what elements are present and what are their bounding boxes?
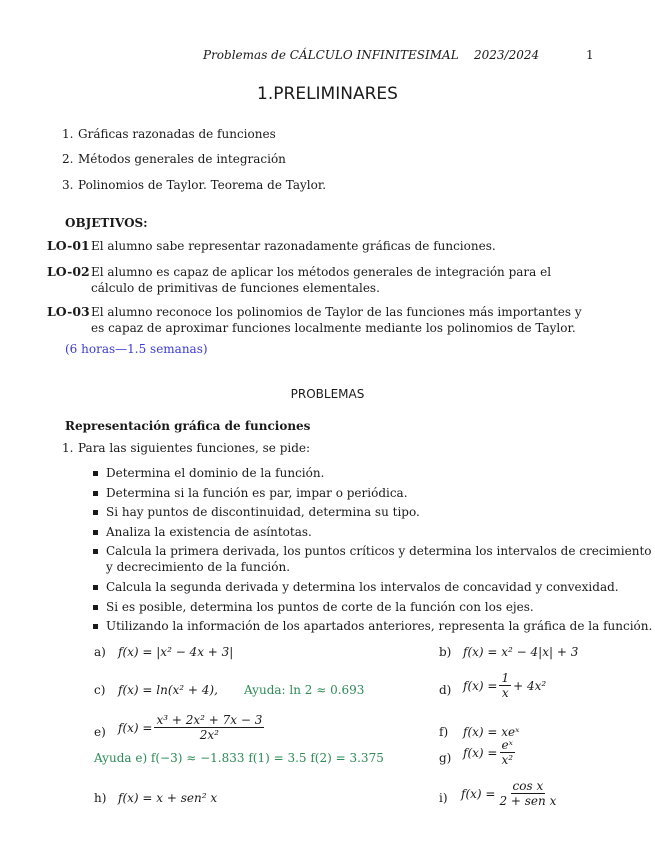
bullet-2: Determina si la función es par, impar o periódica.	[106, 486, 408, 500]
item-i-denominator: 2 + sen x	[499, 794, 557, 808]
item-e-numerator: x³ + 2x² + 7x − 3	[156, 713, 263, 727]
item-d-denominator: x	[501, 686, 509, 700]
item-e-expression	[118, 713, 266, 742]
contents-item-3: Polinomios de Taylor. Teorema de Taylor.	[78, 178, 327, 192]
lo-code-2: LO-02	[47, 264, 90, 279]
item-d-expression	[463, 671, 546, 700]
bullet-marker	[93, 585, 98, 590]
lo-text-1: El alumno sabe representar razonadamente gráficas de funciones.	[91, 239, 496, 253]
item-g-fraction	[499, 738, 515, 767]
page-number: 1	[586, 48, 594, 62]
section-title: Representación gráfica de funciones	[65, 419, 311, 433]
item-e-lhs: f(x) =	[118, 720, 153, 735]
item-e-hint: Ayuda e) f(−3) ≈ −1.833 f(1) = 3.5 f(2) = 3.375	[94, 751, 384, 765]
item-g-label: g)	[439, 751, 452, 765]
item-c-hint: Ayuda: ln 2 ≈ 0.693	[244, 683, 365, 697]
bullet-4: Analiza la existencia de asíntotas.	[106, 525, 312, 539]
header-course: Problemas de CÁLCULO INFINITESIMAL	[203, 48, 459, 62]
bullet-marker	[93, 530, 98, 535]
item-d-rhs: + 4x²	[513, 678, 547, 693]
chapter-title: 1.PRELIMINARES	[257, 84, 398, 104]
item-a-expression: f(x) = |x² − 4x + 3|	[118, 645, 234, 659]
bullet-5-continued: y decrecimiento de la función.	[106, 560, 291, 574]
contents-num-2: 2.	[62, 152, 74, 166]
bullet-marker	[93, 510, 98, 515]
duration-note: (6 horas—1.5 semanas)	[65, 342, 208, 356]
item-b-expression: f(x) = x² − 4|x| + 3	[463, 645, 579, 659]
problem-1-number: 1.	[62, 441, 74, 455]
item-g-numerator: eˣ	[501, 738, 513, 752]
lo-text-2: El alumno es capaz de aplicar los métodos generales de integración para el cálculo de primitivas de funciones elementales.	[91, 265, 552, 295]
item-b-label: b)	[439, 645, 452, 659]
item-i-fraction	[497, 779, 558, 808]
item-i-label: i)	[439, 791, 448, 805]
item-g-lhs: f(x) =	[463, 745, 498, 760]
item-i-numerator: cos x	[512, 779, 544, 793]
header-year: 2023/2024	[474, 48, 540, 62]
contents-num-1: 1.	[62, 127, 74, 141]
bullet-6: Calcula la segunda derivada y determina los intervalos de concavidad y convexidad.	[106, 580, 619, 594]
lo-code-1: LO-01	[47, 238, 90, 253]
lo-text-3: El alumno reconoce los polinomios de Taylor de las funciones más importantes y es capaz de aproximar funciones localmente mediante los polinomios de Taylor.	[91, 305, 582, 335]
item-i-expression	[461, 779, 560, 808]
bullet-5: Calcula la primera derivada, los puntos críticos y determina los intervalos de crecimiento	[106, 544, 652, 558]
bullet-marker	[93, 491, 98, 496]
item-d-lhs: f(x) =	[463, 678, 498, 693]
bullet-7: Si es posible, determina los puntos de corte de la función con los ejes.	[106, 600, 534, 614]
bullet-marker	[93, 605, 98, 610]
lo-code-3: LO-03	[47, 304, 90, 319]
item-i-lhs: f(x) =	[461, 786, 496, 801]
item-h-label: h)	[94, 791, 107, 805]
item-c-label: c)	[94, 683, 106, 697]
item-f-label: f)	[439, 725, 449, 739]
item-d-numerator: 1	[501, 671, 510, 685]
item-d-label: d)	[439, 683, 452, 697]
contents-item-2: Métodos generales de integración	[78, 152, 286, 166]
item-c-expression: f(x) = ln(x² + 4),	[118, 683, 218, 697]
item-g-denominator: x²	[501, 753, 514, 767]
item-e-fraction	[154, 713, 264, 742]
item-e-denominator: 2x²	[199, 728, 219, 742]
contents-num-3: 3.	[62, 178, 74, 192]
item-d-fraction	[499, 671, 511, 700]
bullet-marker	[93, 471, 98, 476]
bullet-marker	[93, 549, 98, 554]
item-h-expression: f(x) = x + sen² x	[118, 791, 218, 805]
item-g-expression	[463, 738, 517, 767]
bullet-8: Utilizando la información de los apartados anteriores, representa la gráfica de la función.	[106, 619, 653, 633]
bullet-3: Si hay puntos de discontinuidad, determina su tipo.	[106, 505, 420, 519]
item-f-expression: f(x) = xeˣ	[463, 725, 520, 739]
bullet-1: Determina el dominio de la función.	[106, 466, 325, 480]
item-e-label: e)	[94, 725, 106, 739]
objectives-heading: OBJETIVOS:	[65, 216, 148, 230]
contents-item-1: Gráficas razonadas de funciones	[78, 127, 276, 141]
problem-1-intro: Para las siguientes funciones, se pide:	[78, 441, 311, 455]
problems-heading: PROBLEMAS	[290, 387, 365, 401]
bullet-marker	[93, 624, 98, 629]
item-a-label: a)	[94, 645, 106, 659]
